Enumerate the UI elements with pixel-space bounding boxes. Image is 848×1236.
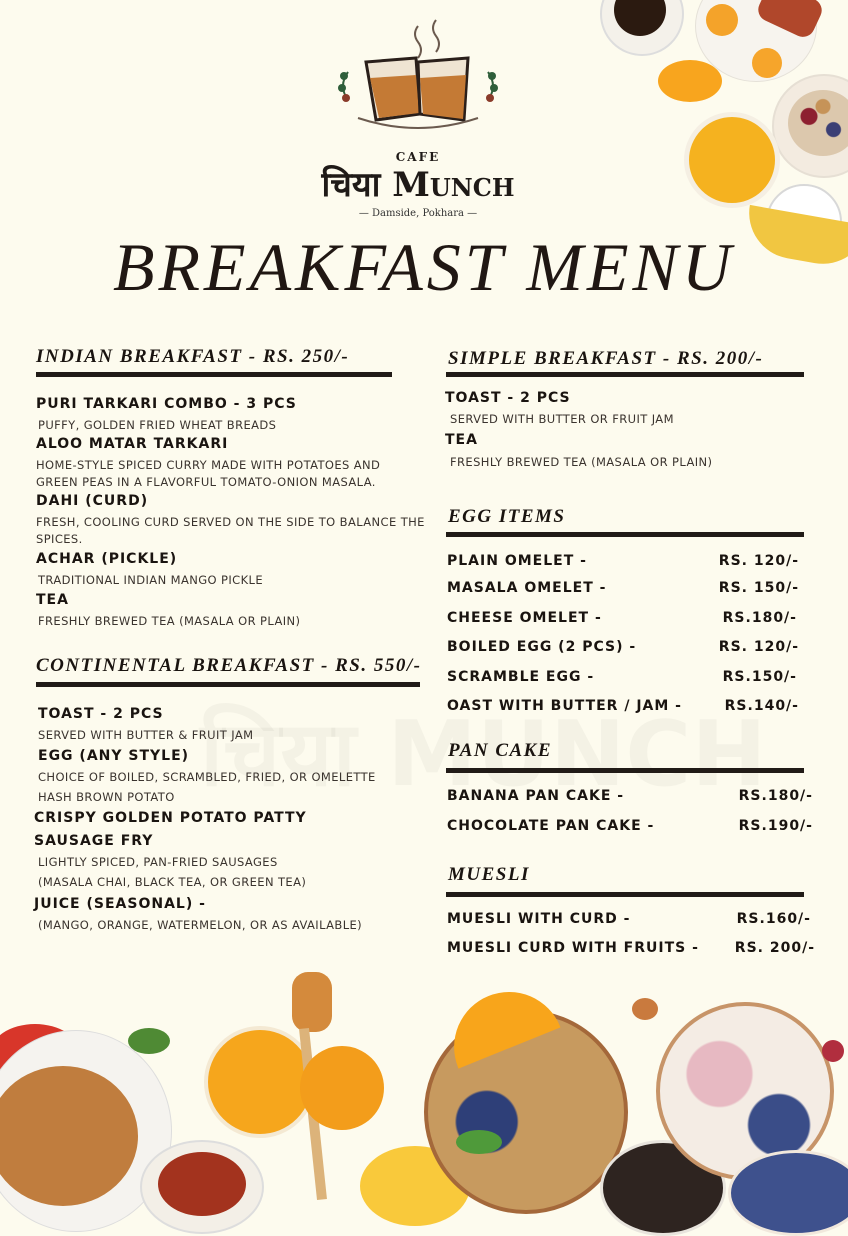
section-divider: [446, 532, 804, 537]
menu-item-name: TOAST - 2 PCS: [445, 390, 571, 406]
cafe-label: CAFE: [395, 150, 441, 164]
menu-item-name: MUESLI WITH CURD -: [447, 911, 631, 927]
menu-item-name: TEA: [445, 432, 478, 448]
section-divider: [36, 682, 420, 687]
section-title-continental: CONTINENTAL BREAKFAST - RS. 550/-: [36, 655, 422, 676]
blueberry-bowl-image: [728, 1150, 848, 1236]
raspberry-image: [822, 1040, 844, 1062]
menu-item-name: MUESLI CURD WITH FRUITS -: [447, 940, 699, 956]
menu-row: [447, 698, 799, 714]
menu-item-name: JUICE (SEASONAL) -: [34, 896, 206, 912]
menu-item-desc: CHOICE OF BOILED, SCRAMBLED, FRIED, OR OMELETTE: [38, 770, 376, 784]
egg-yolk-image: [706, 4, 738, 36]
menu-item-name: TOAST - 2 PCS: [38, 706, 164, 722]
menu-item-desc: LIGHTLY SPICED, PAN-FRIED SAUSAGES: [38, 855, 278, 869]
leaf-image: [128, 1028, 170, 1054]
menu-item-desc: TRADITIONAL INDIAN MANGO PICKLE: [38, 573, 264, 587]
menu-item-price: RS. 120/-: [718, 639, 799, 655]
mint-leaf-image: [456, 1130, 502, 1154]
menu-item-name: DAHI (CURD): [36, 493, 149, 509]
section-divider: [446, 372, 804, 377]
menu-item-name: SAUSAGE FRY: [34, 833, 154, 849]
cafe-logo: [318, 18, 518, 219]
menu-item-desc: PUFFY, GOLDEN FRIED WHEAT BREADS: [38, 418, 277, 432]
tea-glasses-icon: [318, 18, 518, 158]
honey-dipper-image: [292, 972, 332, 1032]
location-tagline: — Damside, Pokhara —: [358, 208, 478, 219]
menu-item-desc: FRESHLY BREWED TEA (MASALA OR PLAIN): [38, 614, 301, 628]
menu-item-desc: HOME-STYLE SPICED CURRY MADE WITH POTATOES AND GREEN PEAS IN A FLAVORFUL TOMATO-ONION MASALA.: [36, 458, 381, 489]
section-divider: [36, 372, 392, 377]
section-title-muesli: MUESLI: [448, 864, 530, 885]
menu-row: [447, 788, 813, 804]
berries-image: [788, 90, 848, 156]
menu-item-price: RS.180/-: [738, 788, 813, 804]
menu-row: [447, 610, 797, 626]
brand-latin: Munch: [392, 165, 515, 205]
menu-item-desc: FRESHLY BREWED TEA (MASALA OR PLAIN): [450, 455, 713, 469]
menu-item-name: BANANA PAN CAKE -: [447, 788, 625, 804]
menu-row: [447, 911, 811, 927]
brand-devanagari: चिया: [321, 165, 381, 205]
menu-item-name: EGG (ANY STYLE): [38, 748, 190, 764]
menu-item-price: RS.190/-: [738, 818, 813, 834]
menu-row: [447, 940, 815, 956]
menu-item-price: RS. 120/-: [718, 553, 799, 569]
menu-item-desc: (MANGO, ORANGE, WATERMELON, OR AS AVAILABLE): [38, 918, 363, 932]
section-title-pancake: PAN CAKE: [448, 740, 553, 761]
menu-item-name: TEA: [36, 592, 69, 608]
menu-item-name: BOILED EGG (2 PCS) -: [447, 639, 637, 655]
menu-item-price: RS. 150/-: [718, 580, 799, 596]
menu-row: [447, 669, 797, 685]
section-title-indian: INDIAN BREAKFAST - RS. 250/-: [36, 346, 350, 367]
tea-image: [158, 1152, 246, 1216]
menu-item-name: PLAIN OMELET -: [447, 553, 587, 569]
menu-item-price: RS.180/-: [722, 610, 797, 626]
menu-item-name: CRISPY GOLDEN POTATO PATTY: [34, 810, 307, 826]
menu-item-name: OAST WITH BUTTER / JAM -: [447, 698, 682, 714]
menu-item-desc: SERVED WITH BUTTER & FRUIT JAM: [38, 728, 254, 742]
menu-item-name: ACHAR (PICKLE): [36, 551, 178, 567]
menu-item-price: RS. 200/-: [734, 940, 815, 956]
section-divider: [446, 768, 804, 773]
menu-row: [447, 639, 799, 655]
menu-item-name: CHOCOLATE PAN CAKE -: [447, 818, 655, 834]
menu-item-price: RS.140/-: [724, 698, 799, 714]
section-title-egg: EGG ITEMS: [448, 506, 566, 527]
menu-row: [447, 553, 799, 569]
menu-item-name: SCRAMBLE EGG -: [447, 669, 595, 685]
menu-item-desc: (MASALA CHAI, BLACK TEA, OR GREEN TEA): [38, 875, 307, 889]
brand-name: [318, 160, 518, 206]
menu-item-desc: SERVED WITH BUTTER OR FRUIT JAM: [450, 412, 674, 426]
menu-item-desc: HASH BROWN POTATO: [38, 790, 175, 804]
menu-item-desc: FRESH, COOLING CURD SERVED ON THE SIDE TO BALANCE THE SPICES.: [36, 515, 425, 546]
page-title: BREAKFAST MENU: [112, 229, 736, 305]
orange-half-image: [300, 1046, 384, 1130]
menu-item-name: ALOO MATAR TARKARI: [36, 436, 229, 452]
egg-yolk-image: [752, 48, 782, 78]
section-title-simple: SIMPLE BREAKFAST - RS. 200/-: [448, 348, 764, 369]
menu-item-price: RS.160/-: [736, 911, 811, 927]
menu-item-name: CHEESE OMELET -: [447, 610, 602, 626]
section-divider: [446, 892, 804, 897]
menu-row: [447, 580, 799, 596]
menu-item-name: MASALA OMELET -: [447, 580, 607, 596]
menu-row: [447, 818, 813, 834]
menu-item-name: PURI TARKARI COMBO - 3 PCS: [36, 396, 297, 412]
hazelnut-image: [632, 998, 658, 1020]
juice-jar-image: [204, 1026, 316, 1138]
honey-jar-image: [684, 112, 780, 208]
menu-item-price: RS.150/-: [722, 669, 797, 685]
orange-slice-image: [658, 60, 722, 102]
